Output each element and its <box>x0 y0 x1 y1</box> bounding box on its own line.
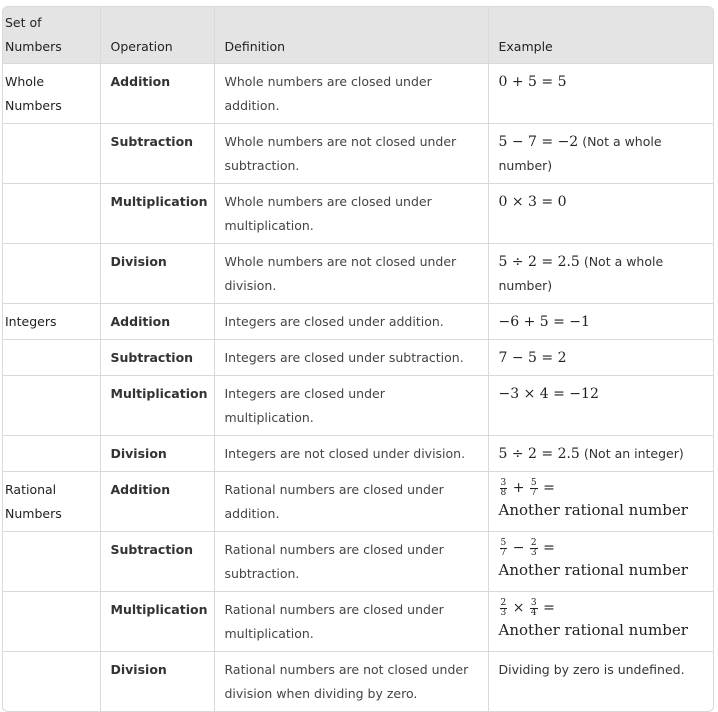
example-cell <box>488 376 713 436</box>
denominator: 4 <box>530 607 537 618</box>
example-cell <box>488 244 713 304</box>
example-math: 5 ÷ 2 = 2.5 <box>498 254 580 270</box>
equals-sign: = <box>543 600 555 616</box>
table-row <box>3 64 713 124</box>
operator: − <box>512 540 525 556</box>
definition-cell: Rational numbers are closed under addition. <box>214 472 488 532</box>
example-result: Another rational number <box>498 621 688 639</box>
set-cell <box>3 244 100 304</box>
fraction <box>500 479 508 498</box>
example-cell <box>488 304 713 340</box>
example-cell <box>488 124 713 184</box>
example-math: 5 − 7 = −2 <box>498 134 579 150</box>
operation-cell: Addition <box>100 64 214 124</box>
example-note: (Not an integer) <box>583 446 684 461</box>
definition-cell: Integers are closed under multiplication. <box>214 376 488 436</box>
set-cell <box>3 376 100 436</box>
operation-cell: Division <box>100 652 214 712</box>
example-result: Another rational number <box>498 501 688 519</box>
fraction-expression <box>499 538 704 558</box>
example-cell <box>488 652 713 712</box>
table-row <box>3 652 713 712</box>
example-result: Another rational number <box>498 561 688 579</box>
numerator: 3 <box>530 597 537 608</box>
numerator: 2 <box>530 537 537 548</box>
example-math: 5 ÷ 2 = 2.5 <box>498 446 580 462</box>
fraction-expression <box>499 478 704 498</box>
operation-cell: Subtraction <box>100 532 214 592</box>
table-row <box>3 472 713 532</box>
operation-cell: Addition <box>100 304 214 340</box>
numerator: 5 <box>530 477 537 488</box>
operation-cell: Multiplication <box>100 376 214 436</box>
example-cell <box>488 532 713 592</box>
header-set-of-numbers: Set of Numbers <box>3 7 100 64</box>
example-math: 0 + 5 = 5 <box>498 74 567 90</box>
set-cell: Integers <box>3 304 100 340</box>
example-note: (Not a whole number) <box>498 254 664 293</box>
fraction-expression <box>499 598 704 618</box>
header-example: Example <box>488 7 713 64</box>
definition-cell: Whole numbers are not closed under subtraction. <box>214 124 488 184</box>
table-row <box>3 244 713 304</box>
denominator: 7 <box>530 487 537 498</box>
set-cell: Rational Numbers <box>3 472 100 532</box>
example-cell <box>488 472 713 532</box>
set-cell <box>3 592 100 652</box>
set-cell: Whole Numbers <box>3 64 100 124</box>
operation-cell: Addition <box>100 472 214 532</box>
closure-properties-table-container <box>2 6 714 712</box>
operator: × <box>512 600 525 616</box>
example-cell <box>488 592 713 652</box>
fraction <box>500 539 508 558</box>
example-math: −6 + 5 = −1 <box>498 314 590 330</box>
table-row <box>3 340 713 376</box>
table-row <box>3 592 713 652</box>
fraction <box>530 479 538 498</box>
table-row <box>3 124 713 184</box>
definition-cell: Integers are not closed under division. <box>214 436 488 472</box>
definition-cell: Rational numbers are closed under subtraction. <box>214 532 488 592</box>
definition-cell: Rational numbers are not closed under division when dividing by zero. <box>214 652 488 712</box>
closure-properties-table <box>3 7 713 711</box>
example-math: 7 − 5 = 2 <box>498 350 567 366</box>
definition-cell: Whole numbers are not closed under division. <box>214 244 488 304</box>
numerator: 2 <box>500 597 507 608</box>
numerator: 5 <box>500 537 507 548</box>
table-row <box>3 304 713 340</box>
example-cell <box>488 340 713 376</box>
definition-cell: Integers are closed under addition. <box>214 304 488 340</box>
header-definition: Definition <box>214 7 488 64</box>
operation-cell: Division <box>100 244 214 304</box>
set-cell <box>3 124 100 184</box>
example-note: (Not a whole number) <box>498 134 662 173</box>
set-cell <box>3 340 100 376</box>
denominator: 3 <box>530 547 537 558</box>
operation-cell: Division <box>100 436 214 472</box>
denominator: 8 <box>500 487 507 498</box>
example-cell <box>488 184 713 244</box>
equals-sign: = <box>543 480 555 496</box>
header-operation: Operation <box>100 7 214 64</box>
numerator: 3 <box>500 477 507 488</box>
definition-cell: Whole numbers are closed under addition. <box>214 64 488 124</box>
set-cell <box>3 652 100 712</box>
operation-cell: Multiplication <box>100 184 214 244</box>
example-math: −3 × 4 = −12 <box>498 386 599 402</box>
table-header-row <box>3 7 713 64</box>
example-cell <box>488 64 713 124</box>
definition-cell: Integers are closed under subtraction. <box>214 340 488 376</box>
table-row <box>3 184 713 244</box>
fraction <box>530 599 538 618</box>
denominator: 3 <box>500 607 507 618</box>
table-row <box>3 532 713 592</box>
operation-cell: Subtraction <box>100 340 214 376</box>
set-cell <box>3 436 100 472</box>
set-cell <box>3 184 100 244</box>
operation-cell: Subtraction <box>100 124 214 184</box>
fraction <box>530 539 538 558</box>
example-math: 0 × 3 = 0 <box>498 194 567 210</box>
set-cell <box>3 532 100 592</box>
fraction <box>500 599 508 618</box>
example-cell <box>488 436 713 472</box>
table-row <box>3 436 713 472</box>
definition-cell: Whole numbers are closed under multiplication. <box>214 184 488 244</box>
example-text: Dividing by zero is undefined. <box>498 662 685 677</box>
table-row <box>3 376 713 436</box>
definition-cell: Rational numbers are closed under multiplication. <box>214 592 488 652</box>
denominator: 7 <box>500 547 507 558</box>
operation-cell: Multiplication <box>100 592 214 652</box>
equals-sign: = <box>543 540 555 556</box>
operator: + <box>512 480 525 496</box>
